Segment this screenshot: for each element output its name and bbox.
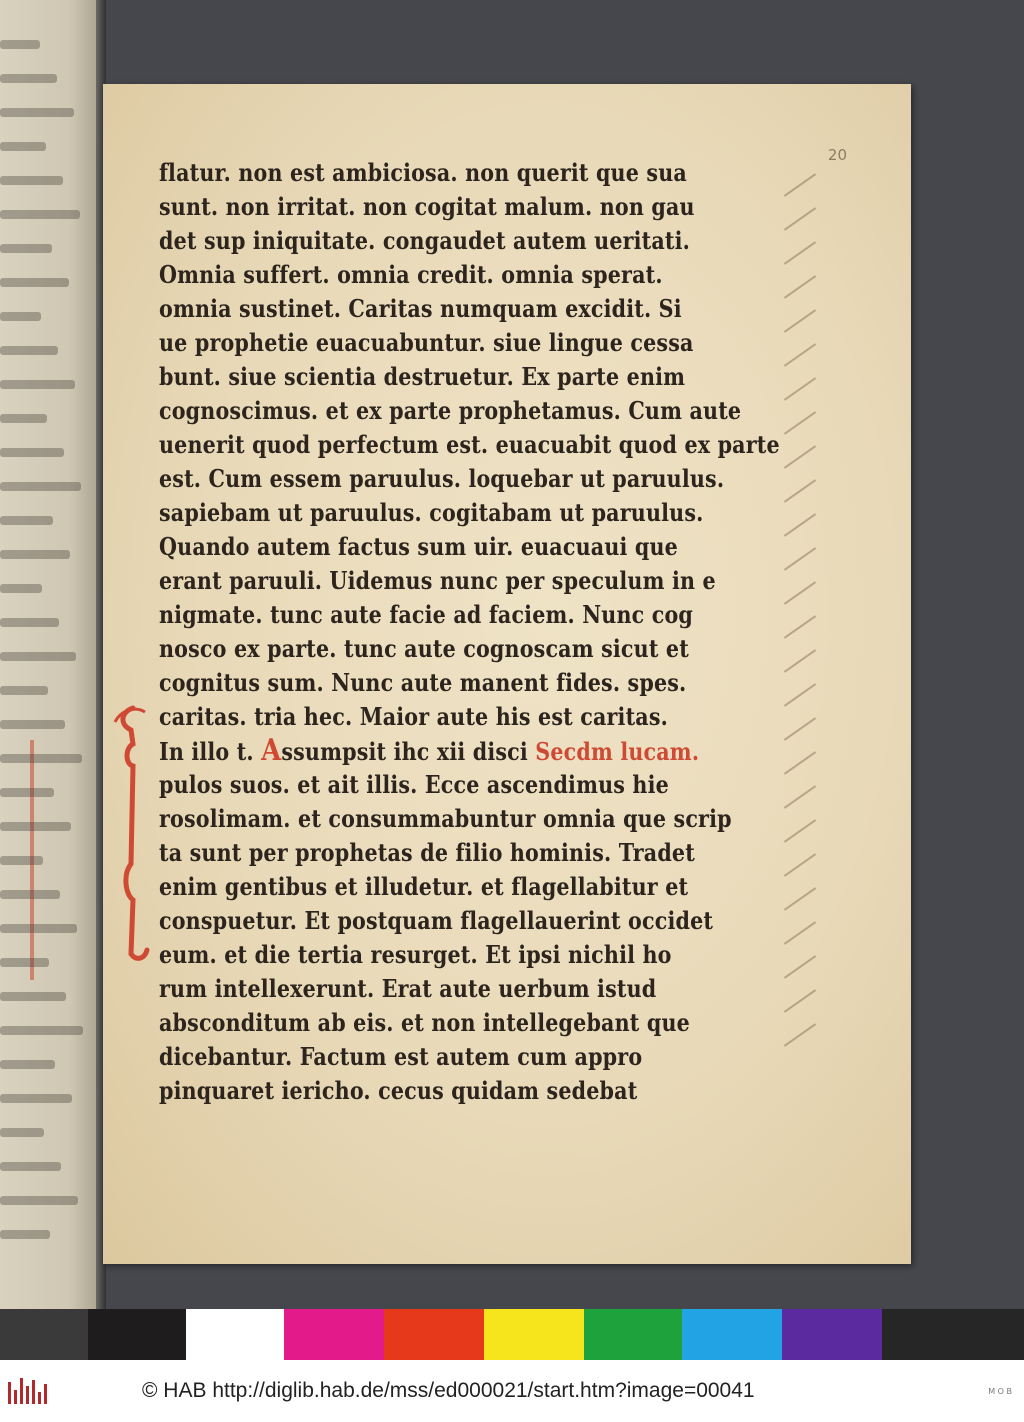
color-swatch [186, 1309, 284, 1360]
facing-page-text [0, 516, 53, 525]
manuscript-leaf [103, 84, 911, 1264]
hab-logo-icon [8, 1378, 50, 1404]
manuscript-line: ta sunt per prophetas de filio hominis. Tradet [159, 838, 695, 867]
ruling-mark [784, 173, 816, 196]
facing-page-text [0, 822, 71, 831]
text-column [159, 156, 779, 1108]
facing-page-text [0, 142, 46, 151]
facing-page-text [0, 346, 58, 355]
ruling-mark [784, 819, 816, 842]
facing-page-text [0, 924, 77, 933]
facing-page-text [0, 210, 80, 219]
rubric-prefix: In illo t. [159, 737, 262, 766]
ruling-mark [784, 547, 816, 570]
manuscript-line: det sup iniquitate. congaudet autem ueritati. [159, 226, 691, 255]
facing-page-text [0, 448, 64, 457]
facing-page-text [0, 1196, 78, 1205]
manuscript-line: rosolimam. et consummabuntur omnia que scrip [159, 804, 732, 833]
ruling-mark [784, 207, 816, 230]
facing-page-text [0, 754, 82, 763]
facing-page-text [0, 686, 48, 695]
ruling-mark [784, 377, 816, 400]
ruling-mark [784, 581, 816, 604]
ruling-mark [784, 479, 816, 502]
color-swatch [484, 1309, 584, 1360]
manuscript-line: pulos suos. et ait illis. Ecce ascendimus hie [159, 770, 669, 799]
facing-page-text [0, 1162, 61, 1171]
rubric-heading: Secdm lucam. [535, 737, 700, 766]
facing-page-edge [0, 0, 100, 1310]
manuscript-line: Quando autem factus sum uir. euacuaui que [159, 532, 678, 561]
manuscript-line: sapiebam ut paruulus. cogitabam ut paruulus. [159, 498, 704, 527]
manuscript-line: est. Cum essem paruulus. loquebar ut paruulus. [159, 464, 725, 493]
ruling-mark [784, 1023, 816, 1046]
color-calibration-chart [0, 1309, 1024, 1360]
facing-page-text [0, 550, 70, 559]
ruling-mark [784, 717, 816, 740]
color-swatch [682, 1309, 782, 1360]
rubric-initial: A [261, 733, 282, 768]
ruling-mark [784, 275, 816, 298]
facing-page-text [0, 1230, 50, 1239]
ruling-mark [784, 683, 816, 706]
facing-page-text [0, 40, 40, 49]
facing-page-text [0, 890, 60, 899]
facing-page-text [0, 278, 69, 287]
facing-page-text [0, 652, 76, 661]
color-swatch [782, 1309, 882, 1360]
manuscript-line: sunt. non irritat. non cogitat malum. non gau [159, 192, 695, 221]
facing-page-text [0, 380, 75, 389]
facing-page-text [0, 74, 57, 83]
facing-page-text [0, 618, 59, 627]
facing-page-text [0, 244, 52, 253]
facing-page-text [0, 312, 41, 321]
ruling-mark [784, 343, 816, 366]
manuscript-line [159, 733, 700, 768]
rubric-text: ssumpsit ihc xii disci [281, 737, 536, 766]
facing-page-text [0, 584, 42, 593]
manuscript-line: nosco ex parte. tunc aute cognoscam sicut et [159, 634, 689, 663]
facing-page-text [0, 1094, 72, 1103]
ruling-mark [784, 853, 816, 876]
ruling-mark [784, 921, 816, 944]
footer-mark: M O B [988, 1386, 1012, 1396]
manuscript-line: rum intellexerunt. Erat aute uerbum istud [159, 974, 657, 1003]
facing-page-text [0, 958, 49, 967]
manuscript-line: eum. et die tertia resurget. Et ipsi nichil ho [159, 940, 672, 969]
color-swatch [384, 1309, 484, 1360]
ruling-mark [784, 309, 816, 332]
manuscript-line: erant paruuli. Uidemus nunc per speculum in e [159, 566, 716, 595]
facing-page-text [0, 856, 43, 865]
facing-page-text [0, 1128, 44, 1137]
manuscript-line: absconditum ab eis. et non intellegebant que [159, 1008, 690, 1037]
facing-page-text [0, 788, 54, 797]
ruling-marks [781, 174, 841, 1074]
manuscript-line: pinquaret iericho. cecus quidam sedebat [159, 1076, 638, 1105]
color-swatch [88, 1309, 186, 1360]
ruling-mark [784, 887, 816, 910]
manuscript-line: cognitus sum. Nunc aute manent fides. spes. [159, 668, 687, 697]
ruling-mark [784, 411, 816, 434]
facing-page-text [0, 1060, 55, 1069]
ruling-mark [784, 615, 816, 638]
ruling-mark [784, 751, 816, 774]
color-swatch [0, 1309, 88, 1360]
ruling-mark [784, 785, 816, 808]
ruling-mark [784, 955, 816, 978]
ruling-mark [784, 513, 816, 536]
facing-page-text [0, 176, 63, 185]
manuscript-line: enim gentibus et illudetur. et flagellabitur et [159, 872, 689, 901]
ruling-mark [784, 649, 816, 672]
manuscript-line: uenerit quod perfectum est. euacuabit quod ex parte [159, 430, 780, 459]
facing-page-text [0, 720, 65, 729]
manuscript-line: ue prophetie euacuabuntur. siue lingue cessa [159, 328, 694, 357]
red-initial-I-icon [111, 704, 151, 964]
folio-number: 20 [827, 146, 847, 164]
facing-page-text [0, 414, 47, 423]
credit-link[interactable]: © HAB http://diglib.hab.de/mss/ed000021/start.htm?image=00041 [142, 1379, 755, 1402]
manuscript-line: omnia sustinet. Caritas numquam excidit. Si [159, 294, 682, 323]
facing-page-text [0, 992, 66, 1001]
manuscript-line: Omnia suffert. omnia credit. omnia sperat. [159, 260, 663, 289]
manuscript-line: bunt. siue scientia destruetur. Ex parte enim [159, 362, 686, 391]
ruling-mark [784, 989, 816, 1012]
manuscript-line: nigmate. tunc aute facie ad faciem. Nunc cog [159, 600, 694, 629]
manuscript-line: dicebantur. Factum est autem cum appro [159, 1042, 643, 1071]
color-swatch [284, 1309, 384, 1360]
manuscript-line: caritas. tria hec. Maior aute his est caritas. [159, 702, 668, 731]
color-swatch [882, 1309, 1024, 1360]
footer-bar [0, 1360, 1024, 1422]
ruling-mark [784, 241, 816, 264]
manuscript-line: conspuetur. Et postquam flagellauerint occidet [159, 906, 714, 935]
ruling-mark [784, 445, 816, 468]
facing-page-text [0, 1026, 83, 1035]
color-swatch [584, 1309, 682, 1360]
facing-page-text [0, 482, 81, 491]
facing-page-text [0, 108, 74, 117]
manuscript-line: cognoscimus. et ex parte prophetamus. Cum aute [159, 396, 742, 425]
manuscript-line: flatur. non est ambiciosa. non querit que sua [159, 158, 687, 187]
